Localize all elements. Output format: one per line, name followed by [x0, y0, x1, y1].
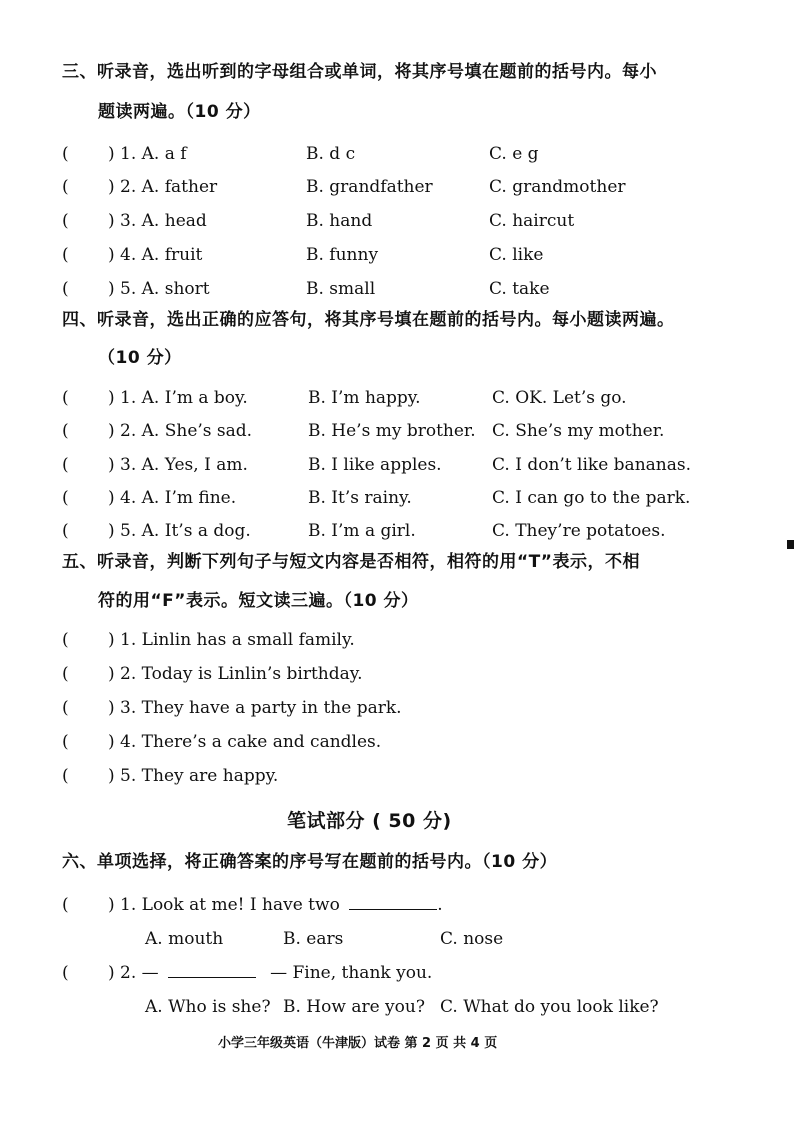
answer-paren[interactable]: (: [62, 279, 69, 299]
section4-item-1: [0, 388, 794, 408]
option-c: C. OK. Let’s go.: [492, 388, 627, 408]
answer-paren[interactable]: (: [62, 245, 69, 265]
answer-paren[interactable]: (: [62, 766, 69, 786]
option-b: B. small: [306, 279, 376, 299]
option-c: C. I can go to the park.: [492, 488, 691, 508]
option-a: ) 2. A. She’s sad.: [108, 421, 253, 441]
section6-title: 六、单项选择，将正确答案的序号写在题前的括号内。（10 分）: [62, 852, 558, 872]
option-b: B. He’s my brother.: [308, 421, 476, 441]
option-b: B. I’m a girl.: [308, 521, 416, 541]
scan-edge-mark: [787, 540, 794, 549]
answer-paren[interactable]: (: [62, 698, 69, 718]
section3-item-3: [0, 211, 794, 231]
question-stem-end: .: [437, 895, 443, 915]
answer-paren[interactable]: (: [62, 421, 69, 441]
section5-item-5: [0, 766, 794, 786]
option-b: B. funny: [306, 245, 379, 265]
option-b: B. ears: [283, 929, 344, 949]
option-c: C. take: [489, 279, 550, 299]
fill-in-blank[interactable]: [349, 895, 437, 910]
option-c: C. She’s my mother.: [492, 421, 665, 441]
option-c: C. like: [489, 245, 544, 265]
answer-paren[interactable]: (: [62, 144, 69, 164]
answer-paren[interactable]: (: [62, 211, 69, 231]
section6-question-1: [0, 895, 794, 915]
option-b: B. It’s rainy.: [308, 488, 412, 508]
option-a: ) 2. A. father: [108, 177, 218, 197]
section5-item-1: [0, 630, 794, 650]
option-a: A. Who is she?: [145, 997, 271, 1017]
section6-question-1-options: [0, 929, 794, 949]
question-stem-text: ) 2. —: [108, 963, 159, 983]
answer-paren[interactable]: (: [62, 177, 69, 197]
option-b: B. hand: [306, 211, 373, 231]
section4-item-2: [0, 421, 794, 441]
section5-title-line2: 符的用“F”表示。短文读三遍。（10 分）: [98, 591, 419, 611]
option-c: C. haircut: [489, 211, 575, 231]
question-stem: [108, 963, 432, 983]
answer-paren[interactable]: (: [62, 664, 69, 684]
section4-item-5: [0, 521, 794, 541]
answer-paren[interactable]: (: [62, 521, 69, 541]
option-a: A. mouth: [145, 929, 224, 949]
option-a: ) 5. A. It’s a dog.: [108, 521, 251, 541]
answer-paren[interactable]: (: [62, 630, 69, 650]
question-stem-text: ) 1. Look at me! I have two: [108, 895, 340, 915]
answer-paren[interactable]: (: [62, 388, 69, 408]
section5-item-3: [0, 698, 794, 718]
section4-title-line2: （10 分）: [98, 348, 182, 368]
option-c: C. What do you look like?: [440, 997, 659, 1017]
section6-question-2-options: [0, 997, 794, 1017]
section3-title-line1: 三、听录音，选出听到的字母组合或单词，将其序号填在题前的括号内。每小: [62, 62, 657, 82]
option-c: C. e g: [489, 144, 539, 164]
section4-title-line1: 四、听录音，选出正确的应答句，将其序号填在题前的括号内。每小题读两遍。: [62, 310, 675, 330]
statement-text: ) 1. Linlin has a small family.: [108, 630, 355, 650]
page-footer: 小学三年级英语（牛津版）试卷 第 2 页 共 4 页: [218, 1036, 498, 1051]
option-b: B. d c: [306, 144, 356, 164]
option-a: ) 3. A. head: [108, 211, 207, 231]
option-c: C. They’re potatoes.: [492, 521, 666, 541]
section3-title-line2: 题读两遍。（10 分）: [98, 102, 261, 122]
option-b: B. I like apples.: [308, 455, 442, 475]
question-stem: [108, 895, 443, 915]
statement-text: ) 2. Today is Linlin’s birthday.: [108, 664, 363, 684]
option-a: ) 4. A. I’m fine.: [108, 488, 237, 508]
option-a: ) 1. A. a f: [108, 144, 187, 164]
option-a: ) 3. A. Yes, I am.: [108, 455, 248, 475]
question-reply: — Fine, thank you.: [270, 963, 433, 983]
option-b: B. How are you?: [283, 997, 425, 1017]
fill-in-blank[interactable]: [168, 963, 256, 978]
answer-paren[interactable]: (: [62, 963, 69, 983]
option-b: B. grandfather: [306, 177, 433, 197]
answer-paren[interactable]: (: [62, 732, 69, 752]
section3-item-1: [0, 144, 794, 164]
option-a: ) 1. A. I’m a boy.: [108, 388, 248, 408]
answer-paren[interactable]: (: [62, 488, 69, 508]
section5-title-line1: 五、听录音，判断下列句子与短文内容是否相符，相符的用“T”表示，不相: [62, 552, 640, 572]
option-a: ) 5. A. short: [108, 279, 210, 299]
section3-item-2: [0, 177, 794, 197]
option-a: ) 4. A. fruit: [108, 245, 203, 265]
statement-text: ) 5. They are happy.: [108, 766, 279, 786]
option-c: C. I don’t like bananas.: [492, 455, 691, 475]
section5-item-2: [0, 664, 794, 684]
section4-item-3: [0, 455, 794, 475]
answer-paren[interactable]: (: [62, 455, 69, 475]
section3-item-4: [0, 245, 794, 265]
option-b: B. I’m happy.: [308, 388, 421, 408]
written-part-heading: 笔试部分 ( 50 分): [287, 810, 452, 832]
section5-item-4: [0, 732, 794, 752]
section4-item-4: [0, 488, 794, 508]
option-c: C. nose: [440, 929, 504, 949]
statement-text: ) 3. They have a party in the park.: [108, 698, 402, 718]
statement-text: ) 4. There’s a cake and candles.: [108, 732, 382, 752]
section6-question-2: [0, 963, 794, 983]
answer-paren[interactable]: (: [62, 895, 69, 915]
option-c: C. grandmother: [489, 177, 626, 197]
section3-item-5: [0, 279, 794, 299]
